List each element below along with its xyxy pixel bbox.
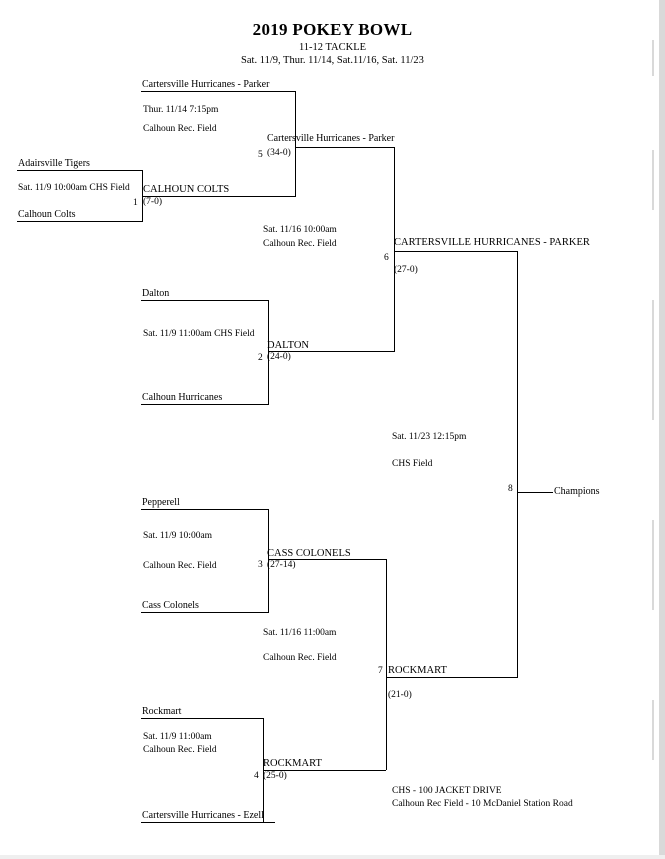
game5-info-line1: Thur. 11/14 7:15pm: [143, 105, 219, 115]
team-label-dalton: Dalton: [142, 288, 170, 299]
bracket-line: [268, 559, 386, 560]
bracket-line: [141, 509, 269, 510]
bracket-line: [517, 251, 518, 677]
game2-winner-record: (24-0): [267, 352, 291, 362]
team-label-calhoun-hurricanes: Calhoun Hurricanes: [142, 392, 223, 403]
bracket-line: [394, 147, 395, 352]
game5-winner: Cartersville Hurricanes - Parker: [267, 133, 395, 144]
game1-winner-record: (7-0): [143, 197, 162, 207]
game4-winner: ROCKMART: [263, 758, 322, 769]
team-label-cartersville-hurricanes-ezell: Cartersville Hurricanes - Ezell: [142, 810, 264, 821]
bracket-line: [394, 251, 518, 252]
footer-note-line2: Calhoun Rec Field - 10 McDaniel Station Road: [392, 799, 573, 809]
bracket-line: [268, 351, 395, 352]
game4-info-line1: Sat. 11/9 11:00am: [143, 732, 212, 742]
page-edge-artifact: [652, 40, 654, 76]
game7-info-line1: Sat. 11/16 11:00am: [263, 628, 337, 638]
game4-winner-record: (25-0): [263, 771, 287, 781]
game6-winner: CARTERSVILLE HURRICANES - PARKER: [394, 237, 590, 248]
bracket-line: [141, 612, 269, 613]
game7-winner: ROCKMART: [388, 665, 447, 676]
game7-winner-record: (21-0): [388, 690, 412, 700]
bracket-line: [141, 718, 264, 719]
game1-seed: 1: [133, 198, 138, 208]
page-edge-artifact: [652, 520, 654, 610]
footer-note-line1: CHS - 100 JACKET DRIVE: [392, 786, 502, 796]
dates-label: Sat. 11/9, Thur. 11/14, Sat.11/16, Sat. 11/23: [241, 55, 424, 66]
game5-seed: 5: [258, 150, 263, 160]
page-edge-artifact: [0, 855, 665, 859]
team-label-adairsville-tigers: Adairsville Tigers: [18, 158, 90, 169]
team-label-cass-colonels: Cass Colonels: [142, 600, 199, 611]
team-label-rockmart: Rockmart: [142, 706, 182, 717]
game3-winner: CASS COLONELS: [267, 548, 351, 559]
game7-info-line2: Calhoun Rec. Field: [263, 653, 337, 663]
bracket-line: [263, 770, 386, 771]
team-label-parker-entry: Cartersville Hurricanes - Parker: [142, 79, 270, 90]
final-info-line1: Sat. 11/23 12:15pm: [392, 432, 467, 442]
division-label: 11-12 TACKLE: [298, 42, 367, 53]
game5-info-line2: Calhoun Rec. Field: [143, 124, 217, 134]
bracket-line: [517, 492, 553, 493]
bracket-line: [17, 221, 143, 222]
game5-winner-record: (34-0): [267, 148, 291, 158]
final-seed: 8: [508, 484, 513, 494]
page-edge-artifact: [652, 150, 654, 210]
game6-info-line2: Calhoun Rec. Field: [263, 239, 337, 249]
page-title: 2019 POKEY BOWL: [252, 20, 413, 39]
game6-seed: 6: [384, 253, 389, 263]
bracket-line: [141, 91, 296, 92]
bracket-line: [142, 196, 296, 197]
final-info-line2: CHS Field: [392, 459, 433, 469]
game4-info-line2: Calhoun Rec. Field: [143, 745, 217, 755]
bracket-line: [141, 404, 269, 405]
bracket-line: [386, 677, 518, 678]
bracket-line: [386, 559, 387, 770]
game6-winner-record: (27-0): [394, 265, 418, 275]
game3-winner-record: (27-14): [267, 560, 296, 570]
game3-seed: 3: [258, 560, 263, 570]
game4-seed: 4: [254, 771, 259, 781]
bracket-line: [141, 300, 269, 301]
team-label-calhoun-colts: Calhoun Colts: [18, 209, 76, 220]
game7-seed: 7: [378, 666, 383, 676]
bracket-line: [17, 170, 143, 171]
bracket-line: [295, 147, 395, 148]
bracket-line: [141, 822, 275, 823]
page-edge-artifact: [652, 300, 654, 420]
page-edge-artifact: [652, 700, 654, 760]
bracket-line: [295, 91, 296, 197]
game6-info-line1: Sat. 11/16 10:00am: [263, 225, 337, 235]
game3-info-line1: Sat. 11/9 10:00am: [143, 531, 213, 541]
game2-seed: 2: [258, 353, 263, 363]
page-edge-artifact: [659, 0, 665, 859]
game1-info: Sat. 11/9 10:00am CHS Field: [18, 183, 130, 193]
game2-winner: DALTON: [267, 340, 310, 351]
game1-winner: CALHOUN COLTS: [143, 184, 230, 195]
team-label-pepperell: Pepperell: [142, 497, 180, 508]
game3-info-line2: Calhoun Rec. Field: [143, 561, 217, 571]
champions-label: Champions: [554, 486, 600, 497]
game2-info: Sat. 11/9 11:00am CHS Field: [143, 329, 255, 339]
